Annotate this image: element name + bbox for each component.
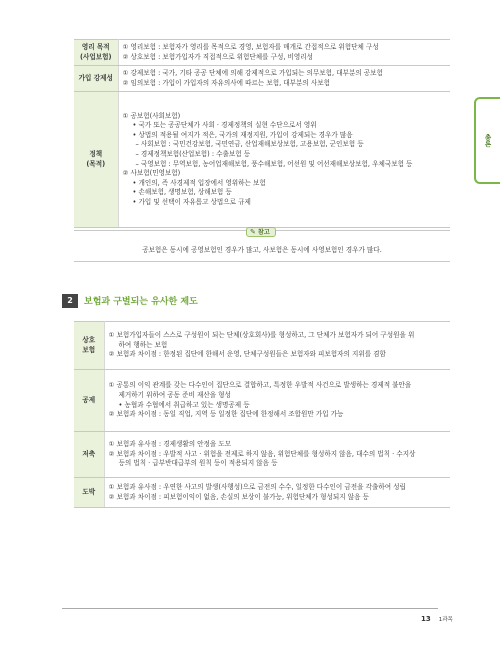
- content-line: 하여 행하는 보험: [118, 340, 168, 349]
- row-header-text: 보험: [82, 345, 96, 354]
- content-line: ① 보험가입자들이 스스로 구성원이 되는 단체(상호회사)를 형성하고, 그 단체가 보험자가 되어 구성원을 위: [108, 331, 415, 340]
- content-line: ② 보험과 차이점 : 한정된 집단에 한해서 운영, 단체구성원들은 보험자와 피보험자의 지위를 겸함: [108, 350, 386, 359]
- row-header: [74, 370, 104, 432]
- row-header-text: (사업보험): [79, 52, 112, 61]
- content-line: ① 공통의 이익 관계를 갖는 다수인이 집단으로 결합하고, 특정한 우발적 사건으로 발생하는 경제적 불안을: [108, 381, 412, 390]
- content-line: • 국가 또는 공공단체가 사회 · 경제정책의 실현 수단으로서 영위: [132, 121, 317, 130]
- content-line: ② 상호보험 : 보험가입자가 직접적으로 위험단체를 구성, 비영리성: [122, 52, 314, 61]
- note-text: 공보험은 동시에 공영보험인 경우가 많고, 사보험은 동시에 사영보험인 경우가 많다.: [142, 246, 382, 254]
- row-header-text: 영리 목적: [81, 42, 110, 51]
- row-header-text: 공제: [82, 395, 96, 404]
- row-header: [74, 92, 118, 228]
- row-content: [118, 40, 450, 66]
- content-line: ② 보험과 차이점 : 피보험이익이 없음, 손실의 보상이 불가능, 위험단체가 형성되지 않음 등: [108, 492, 369, 501]
- content-line: • 손해보험, 생명보험, 상해보험 등: [132, 188, 232, 197]
- note-tag-label: 참고: [257, 228, 270, 236]
- row-header-text: 도박: [82, 487, 96, 496]
- row-header: [74, 40, 118, 66]
- content-line: 제거하기 위하여 공동 준비 재산을 형성: [118, 390, 231, 399]
- row-header: [74, 478, 104, 508]
- row-content: [118, 92, 450, 228]
- row-header: [74, 66, 118, 92]
- table-row: [74, 40, 450, 66]
- chapter-label: 1과목: [438, 617, 453, 623]
- content-line: • 가입 및 선택이 자유롭고 상법으로 규제: [132, 197, 251, 206]
- side-tab-label: 총론: [483, 134, 492, 147]
- content-line: ② 보험과 차이점 : 우발적 사고 · 위험을 전제로 하지 않음, 위험단체를 형성하지 않음, 대수의 법칙 · 수지상: [108, 449, 416, 458]
- row-header-text: 가입 강제성: [78, 73, 113, 82]
- row-header: [74, 432, 104, 478]
- page-number: 13: [421, 615, 431, 623]
- similar-systems-table: [74, 321, 450, 508]
- content-line: 등의 법칙 · 급부반대급부의 원칙 등이 적용되지 않음 등: [118, 459, 278, 468]
- content-line: – 국영보험 : 무역보험, 농어업재해보험, 풍수해보험, 어선원 및 어선재해보상보험, 우체국보험 등: [135, 159, 413, 168]
- footer-divider: [62, 608, 438, 609]
- content-line: – 사회보험 : 국민건강보험, 국민연금, 산업재해보상보험, 고용보험, 군인보험 등: [135, 140, 364, 149]
- content-line: ① 보험과 유사점 : 우연한 사고의 발생(사행성)으로 금전의 수수, 일정한 다수인이 금전을 각출하여 성립: [108, 482, 406, 491]
- section-heading: [62, 293, 198, 308]
- row-header-text: 정책: [89, 149, 103, 158]
- content-line: ① 영리보험 : 보험자가 영리를 목적으로 경영, 보험자를 매개로 간접적으로 위험단체 구성: [122, 42, 379, 51]
- table-row: [74, 66, 450, 92]
- table-row: [74, 92, 450, 228]
- content-line: • 농협과 수협에서 취급하고 있는 생명공제 등: [118, 400, 250, 409]
- insurance-classification-table: [74, 39, 450, 228]
- pencil-icon: ✎: [250, 227, 256, 236]
- table-row: [74, 370, 450, 432]
- section-title: 보험과 구별되는 유사한 제도: [84, 297, 198, 307]
- row-content: [104, 322, 450, 370]
- row-content: [118, 66, 450, 92]
- row-content: [104, 478, 450, 508]
- content-line: ① 보험과 유사점 : 경제생활의 안정을 도모: [108, 440, 232, 449]
- chapter-side-tab[interactable]: [474, 97, 500, 184]
- content-line: • 상법의 적용될 여지가 적은, 국가의 재정지원, 가입이 강제되는 경우가 많음: [132, 130, 353, 139]
- content-line: ② 보험과 차이점 : 동일 직업, 지역 등 일정한 집단에 한정해서 조합원만 가입 가능: [108, 410, 344, 419]
- note-tag: [246, 227, 276, 237]
- row-header-text: 저축: [82, 449, 96, 458]
- table-row: [74, 322, 450, 370]
- content-line: ② 임의보험 : 가입이 가입자의 자유의사에 따르는 보험, 대부분의 사보험: [122, 78, 330, 87]
- row-header-text: (목적): [86, 159, 106, 168]
- row-content: [104, 370, 450, 432]
- content-line: ① 강제보험 : 국가, 기타 공공 단체에 의해 강제적으로 가입되는 의무보험, 대부분의 공보험: [122, 68, 383, 77]
- table-row: [74, 478, 450, 508]
- row-header: [74, 322, 104, 370]
- content-line: • 개인의, 즉 사경제적 입장에서 영위하는 보험: [132, 178, 266, 187]
- content-line: – 경제정책보험(산업보험) : 수출보험 등: [135, 149, 251, 158]
- content-line: ② 사보험(민영보험): [122, 169, 181, 178]
- table-row: [74, 432, 450, 478]
- page-footer: [421, 615, 453, 623]
- row-header-text: 상호: [82, 335, 96, 344]
- row-content: [104, 432, 450, 478]
- content-line: ① 공보험(사회보험): [122, 111, 181, 120]
- note-box: [74, 227, 450, 262]
- section-number: 2: [62, 294, 78, 308]
